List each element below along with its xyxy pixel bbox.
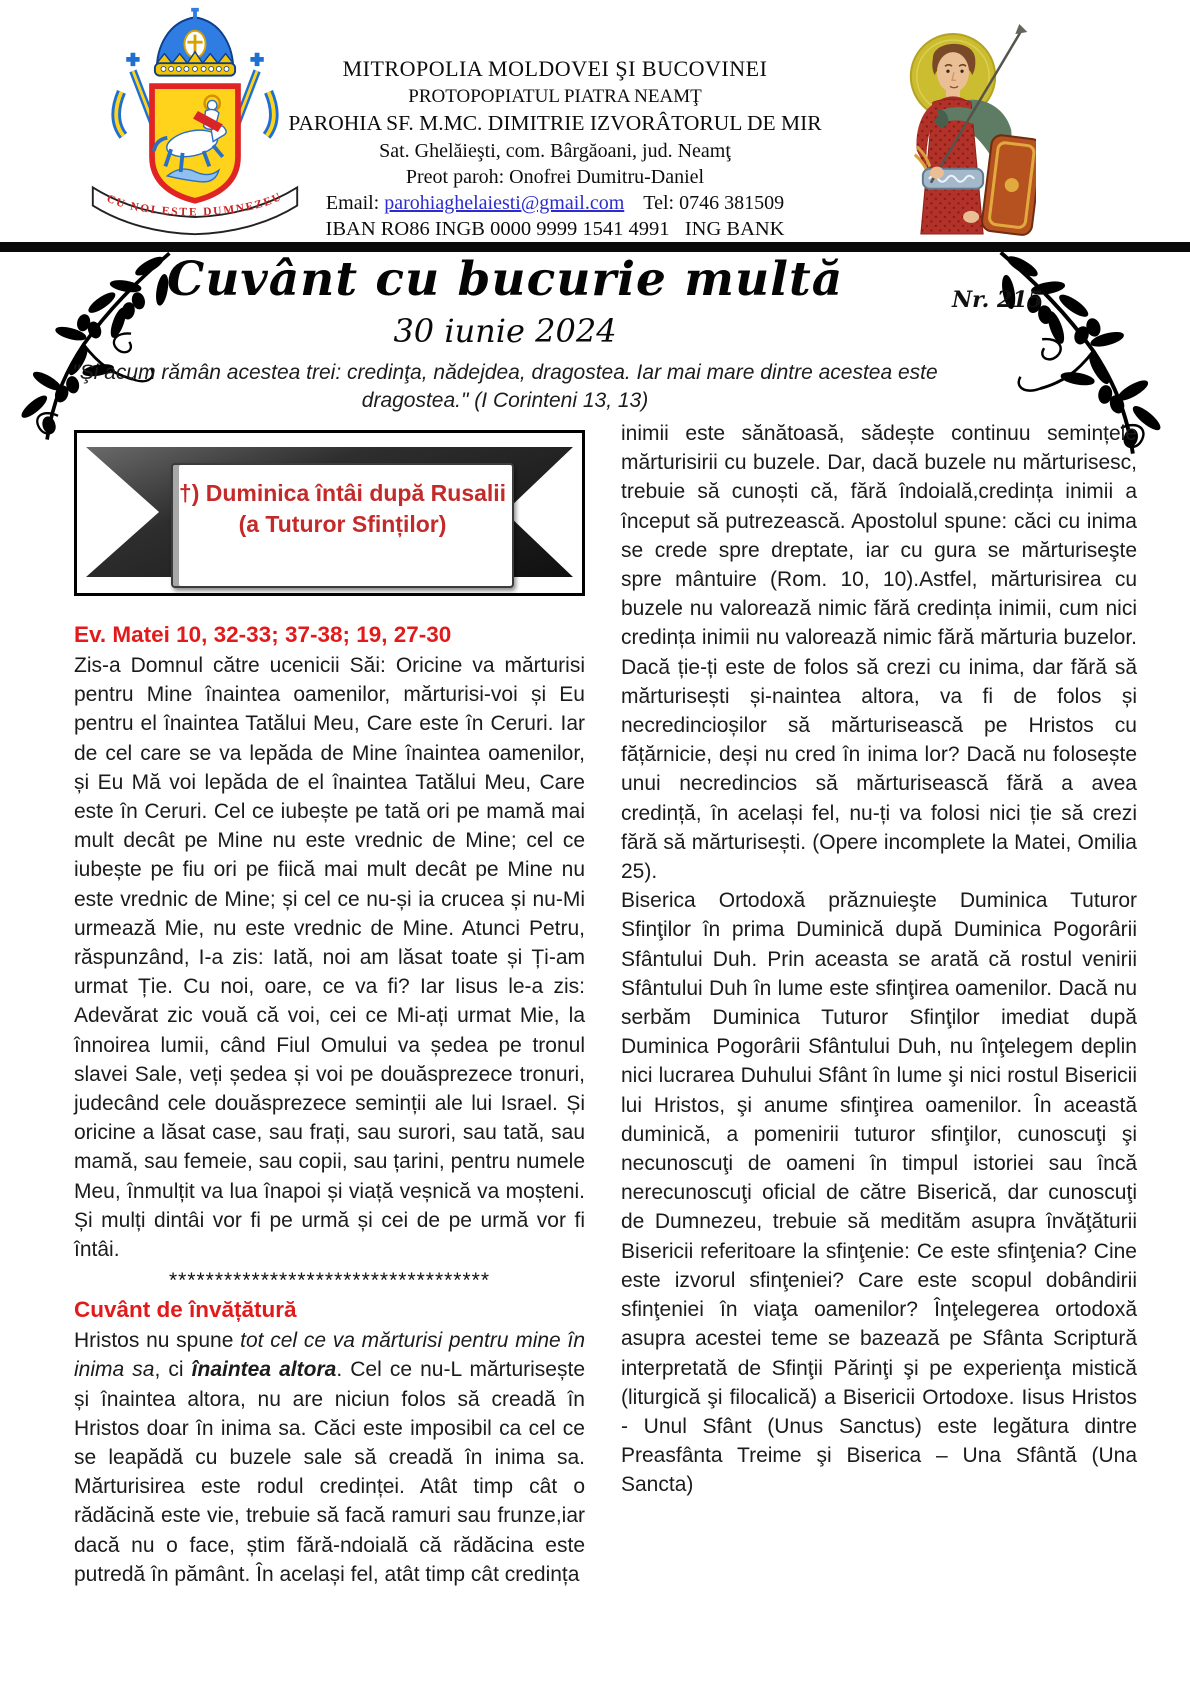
quote-line-2: dragostea." (I Corinteni 13, 13) xyxy=(361,388,649,412)
teaching-heading: Cuvânt de învățătură xyxy=(74,1297,297,1323)
teaching-mid: , ci xyxy=(154,1358,192,1382)
priest-name: Preot paroh: Onofrei Dumitru-Daniel xyxy=(405,166,705,188)
gospel-heading: Ev. Matei 10, 32-33; 37-38; 19, 27-30 xyxy=(74,622,452,647)
contact-line xyxy=(255,192,855,215)
masthead xyxy=(0,254,1010,414)
teaching-rest: . Cel ce nu-L mărturisește și înaintea altora, nu are niciun folos să creadă în Hristos doar în inima sa. Căci este imposibil ca cel ce se leapădă cu buzele sale să creadă în inima sa. Mărturisirea este rodul credinței. Atât timp cât o rădăcină este vie, trebuie să facă ramuri sau frunze,iar dacă nu o face, știm fără-ndoială că rădăcina este putredă în pământ. În același fel, atât timp cât credința xyxy=(74,1358,585,1586)
deanery-name: PROTOPOPIATUL PIATRA NEAMŢ xyxy=(408,86,702,107)
mitre xyxy=(155,8,235,76)
email-label: Email: xyxy=(325,192,380,214)
metropolis-name: MITROPOLIA MOLDOVEI ŞI BUCOVINEI xyxy=(342,56,768,81)
asterisk-separator: *********************************** xyxy=(168,1269,491,1293)
email-link[interactable]: parohiaghelaiesti@gmail.com xyxy=(384,192,625,214)
gospel-text: Zis-a Domnul către ucenicii Săi: Oricine va mărturisi pentru Mine înaintea oamenilor, mărturisi-voi și Eu pentru el înaintea Tatălui Meu, Care este în Ceruri. Iar de cel care se va lepăda de Mine înaintea oamenilor, și Eu Mă voi lepăda de el înaintea Tatălui Meu, Care este în Ceruri. Cel ce iubește pe tată ori pe mamă mai mult decât pe Mine nu este vrednic de Mine; cel ce iubește pe fiu ori pe fiică mai mult decât pe Mine nu este vrednic de Mine; și cel ce nu-și ia crucea și nu-Mi urmează Mie, nu este vrednic de Mine. Atunci Petru, răspunzând, I-a zis: Iată, noi am lăsat toate și Ți-am urmat Ție. Cu noi, oare, ce va fi? Iar Iisus le-a zis: Adevărat zic vouă că voi, cei ce Mi-ați urmat Mie, la înnoirea lumii, când Fiul Omului va ședea pe tronul slavei Sale, veți ședea și voi pe douăsprezece tronuri, judecând cele douăsprezece seminții ale lui Israel. Și oricine a lăsat case, sau frați, sau surori, sau tată, sau mamă, sau femeie, sau copii, sau țarini, pentru numele Meu, înmulțit va lua înapoi și viață veșnică va moșteni. Și mulți dintâi vor fi pe urmă și cei de pe urmă vor fi întâi. xyxy=(74,654,585,1262)
feast-title-line-2: (a Tuturor Sfinților) xyxy=(238,511,447,537)
issue-date: 30 iunie 2024 xyxy=(393,312,617,350)
phone-number: Tel: 0746 381509 xyxy=(643,192,785,214)
parish-address: Sat. Ghelăieşti, com. Bârgăoani, jud. Neamţ xyxy=(379,140,731,162)
right-column xyxy=(621,419,1137,1500)
feast-banner xyxy=(74,430,585,596)
newsletter-title: Cuvânt cu bucurie multă xyxy=(166,252,844,307)
teaching-paragraph xyxy=(74,1326,585,1589)
scripture-quote xyxy=(0,359,1010,414)
crest-motto: CU NOI ESTE DUMNEZEU xyxy=(104,190,285,219)
saint-dimitrie-icon xyxy=(874,20,1036,236)
issue-number: Nr. 215 xyxy=(952,287,1043,313)
iban-line: IBAN RO86 INGB 0000 9999 1541 4991 ING BANK xyxy=(325,218,785,240)
homily-continuation: inimii este sănătoasă, sădește continuu semințele mărturisirii cu buzele. Dar, dacă buzele nu mărturisesc, trebuie să cunoști că, fără îndoială,credința inimii a început să putrezească. Apostolul spune: căci cu inima se crede spre dreptate, iar cu gura se mărturiseşte spre mântuire (Rom. 10, 10).Astfel, mărturisirea cu buzele nu valorează nimic fără credința inimii, cum nici credința inimii nu valorează nimic fără mărturia buzelor. Dacă ție-ți este de folos să crezi cu inima, dar fără să mărturisești și-naintea altora, va fi de folos și necredincioșilor să mărturisească pe Hristos cu fățărnicie, deși nu cred în inima lor? Dacă nu folosește unui necredincios să mărturisească fără a avea credință, în același fel, nu-ți va folosi nici ție să crezi fără să mărturisești. (Opere incomplete la Matei, Omilia 25). xyxy=(621,422,1137,884)
teaching-lead: Hristos nu spune xyxy=(74,1329,241,1353)
parish-header xyxy=(255,56,855,241)
quote-line-1: "Şi acum rămân acestea trei: credinţa, nădejdea, dragostea. Iar mai mare dintre acestea este xyxy=(72,361,938,384)
parish-name: PAROHIA SF. M.MC. DIMITRIE IZVORÂTORUL DE MIR xyxy=(288,111,822,135)
all-saints-paragraph: Biserica Ortodoxă prăznuieşte Duminica Tuturor Sfinţilor în prima Duminică după Duminica Pogorârii Sfântului Duh. Prin aceasta se arată că rostul venirii Sfântului Duh în lume este sfinţirea oamenilor. Dacă nu serbăm Duminica Tuturor Sfinţilor imediat după Duminica Pogorârii Sfântului Duh, nu înţelegem deplin nici lucrarea Duhului Sfânt în lume şi nici rostul Bisericii lui Hristos, şi anume sfinţirea oamenilor. În această duminică, a pomenirii tuturor sfinţilor, cunoscuţi şi necunoscuţi de oameni în timpul istoriei sau încă nerecunoscuţi oficial de către Biserică, dar cunoscuţi de Dumnezeu, trebuie să medităm asupra învăţăturii Bisericii referitoare la sfinţenie: Ce este sfinţenia? Cine este izvorul sfinţeniei? Care este scopul dobândirii sfinţeniei în viaţa oamenilor? Înţelegerea ortodoxă asupra acestei teme se bazează pe Sfânta Scriptură interpretată de Sfinţii Părinţi şi pe experienţa mistică (liturgică şi filocalică) a Bisericii Ortodoxe. Iisus Hristos - Unul Sfânt (Unus Sanctus) este legătura dintre Preasfânta Treime şi Biserica – Una Sfântă (Una Sancta) xyxy=(621,889,1137,1497)
teaching-bold-italic: înaintea altora xyxy=(191,1358,337,1382)
left-column xyxy=(74,430,585,1589)
scroll-panel xyxy=(171,463,514,588)
teaching-italic: tot cel ce va mărturisi pentru mine în inima sa xyxy=(74,1329,585,1382)
feast-title-line-1: †) Duminica întâi după Rusalii xyxy=(178,480,507,506)
